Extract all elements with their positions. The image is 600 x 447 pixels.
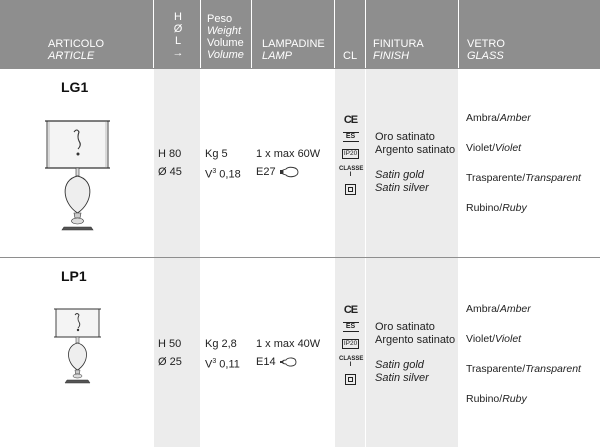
lamp-power: 1 x max 60W (256, 148, 321, 160)
double-insulation-icon (345, 374, 356, 385)
header-volume-en: Volume (207, 49, 244, 61)
glass-item (466, 333, 521, 345)
volume-number: 0,11 (216, 358, 240, 371)
light-bulb-icon (279, 166, 299, 178)
dimensions (158, 145, 182, 181)
glass-en: Ruby (502, 393, 527, 405)
double-insulation-icon (345, 184, 356, 195)
volume-value (205, 163, 241, 184)
glass-item (466, 303, 531, 315)
glass-item (466, 202, 527, 214)
lamp-socket: E27 (256, 166, 276, 178)
certification-icons (339, 304, 362, 387)
volume-prefix: V (205, 168, 213, 181)
finish-item: Oro satinato (375, 321, 435, 333)
diameter-value: Ø 25 (158, 356, 182, 368)
arrow-right-icon: → (172, 47, 184, 59)
weight-value: Kg 5 (205, 148, 228, 160)
weight-value: Kg 2,8 (205, 338, 237, 350)
header-dim-l: L (174, 35, 182, 47)
weight-volume (205, 335, 240, 374)
finish-list (375, 321, 455, 384)
ce-mark-icon: CE (343, 114, 358, 126)
finish-item: Argento satinato (375, 333, 456, 346)
header-divider (334, 0, 335, 68)
light-bulb-icon (279, 356, 297, 368)
volume-number: 0,18 (216, 168, 241, 181)
ce-mark-icon: CE (343, 304, 358, 316)
finish-item-en: Satin gold (375, 359, 424, 371)
header-divider (153, 0, 154, 68)
header-glass-en: GLASS (467, 50, 504, 62)
finish-item: Argento satinato (375, 143, 456, 156)
weight-volume (205, 145, 241, 184)
glass-it: Trasparente/ (466, 363, 526, 375)
header-weight-it: Peso (207, 13, 233, 25)
finish-item-en: Satin silver (375, 181, 429, 194)
finish-list (375, 131, 455, 194)
header-article-it: ARTICOLO (48, 38, 105, 50)
glass-it: Violet/ (466, 333, 495, 345)
volume-exponent: 3 (212, 168, 217, 175)
glass-en: Violet (495, 142, 522, 154)
height-value: H 80 (158, 148, 182, 160)
dimensions (158, 335, 182, 371)
header-weight-en: Weight (207, 25, 242, 37)
glass-en: Violet (495, 333, 522, 345)
ip20-mark-icon: IP20 (343, 340, 358, 347)
header-article (48, 38, 104, 106)
header-lamps-it: LAMPADINE (262, 38, 325, 50)
header-divider (458, 0, 459, 68)
table-lamp-lg1-image (40, 118, 115, 233)
lamp-spec (256, 335, 320, 371)
row-separator (0, 68, 600, 69)
volume-value (205, 353, 240, 374)
glass-en: Ruby (502, 202, 527, 214)
product-code: LG1 (61, 79, 89, 95)
diameter-value: Ø 45 (158, 166, 182, 178)
header-dim-d: Ø (173, 23, 183, 35)
header-finish-it: FINITURA (373, 38, 424, 50)
height-value: H 50 (158, 338, 182, 350)
lamp-socket: E14 (256, 356, 276, 368)
header-glass-it: VETRO (467, 38, 505, 50)
es-mark-icon: ES (343, 322, 359, 332)
lamp-socket-row (256, 163, 320, 181)
header-lamps (262, 38, 325, 106)
header-lamps-en: LAMP (262, 50, 292, 62)
finish-item-en: Satin gold (375, 169, 424, 181)
header-glass (467, 38, 505, 106)
lamp-power: 1 x max 40W (256, 338, 321, 350)
glass-it: Trasparente/ (466, 172, 526, 184)
header-dim-h: H (174, 11, 182, 23)
ip20-mark-icon: IP20 (343, 150, 358, 157)
product-code: LP1 (61, 268, 87, 284)
lamp-socket-row (256, 353, 320, 371)
volume-prefix: V (205, 358, 213, 371)
header-divider (200, 0, 201, 68)
header-article-en: ARTICLE (48, 50, 95, 62)
header-cl-label: CL (343, 50, 358, 62)
table-lamp-lp1-image (50, 306, 105, 386)
header-volume-it: Volume (207, 37, 244, 49)
glass-it: Rubino/ (466, 393, 503, 405)
glass-it: Ambra/ (466, 112, 500, 124)
classe-label: CLASSE I (339, 356, 364, 368)
finish-item: Oro satinato (375, 131, 435, 143)
glass-it: Ambra/ (466, 303, 500, 315)
glass-en: Transparent (525, 363, 581, 375)
finish-item-en: Satin silver (375, 371, 429, 384)
volume-exponent: 3 (212, 358, 217, 365)
glass-en: Amber (499, 112, 531, 124)
glass-item (466, 172, 581, 184)
header-divider (365, 0, 366, 68)
glass-item (466, 112, 531, 124)
classe-label: CLASSE I (339, 166, 364, 178)
header-divider (251, 0, 252, 68)
glass-it: Violet/ (466, 142, 495, 154)
row-separator (0, 257, 600, 258)
header-weight (207, 13, 244, 81)
lamp-spec (256, 145, 320, 181)
glass-item (466, 393, 527, 405)
certification-icons (339, 114, 362, 197)
glass-it: Rubino/ (466, 202, 503, 214)
header-finish-en: FINISH (373, 50, 410, 62)
glass-en: Transparent (525, 172, 581, 184)
glass-item (466, 363, 581, 375)
glass-en: Amber (499, 303, 531, 315)
glass-item (466, 142, 521, 154)
es-mark-icon: ES (343, 132, 359, 142)
